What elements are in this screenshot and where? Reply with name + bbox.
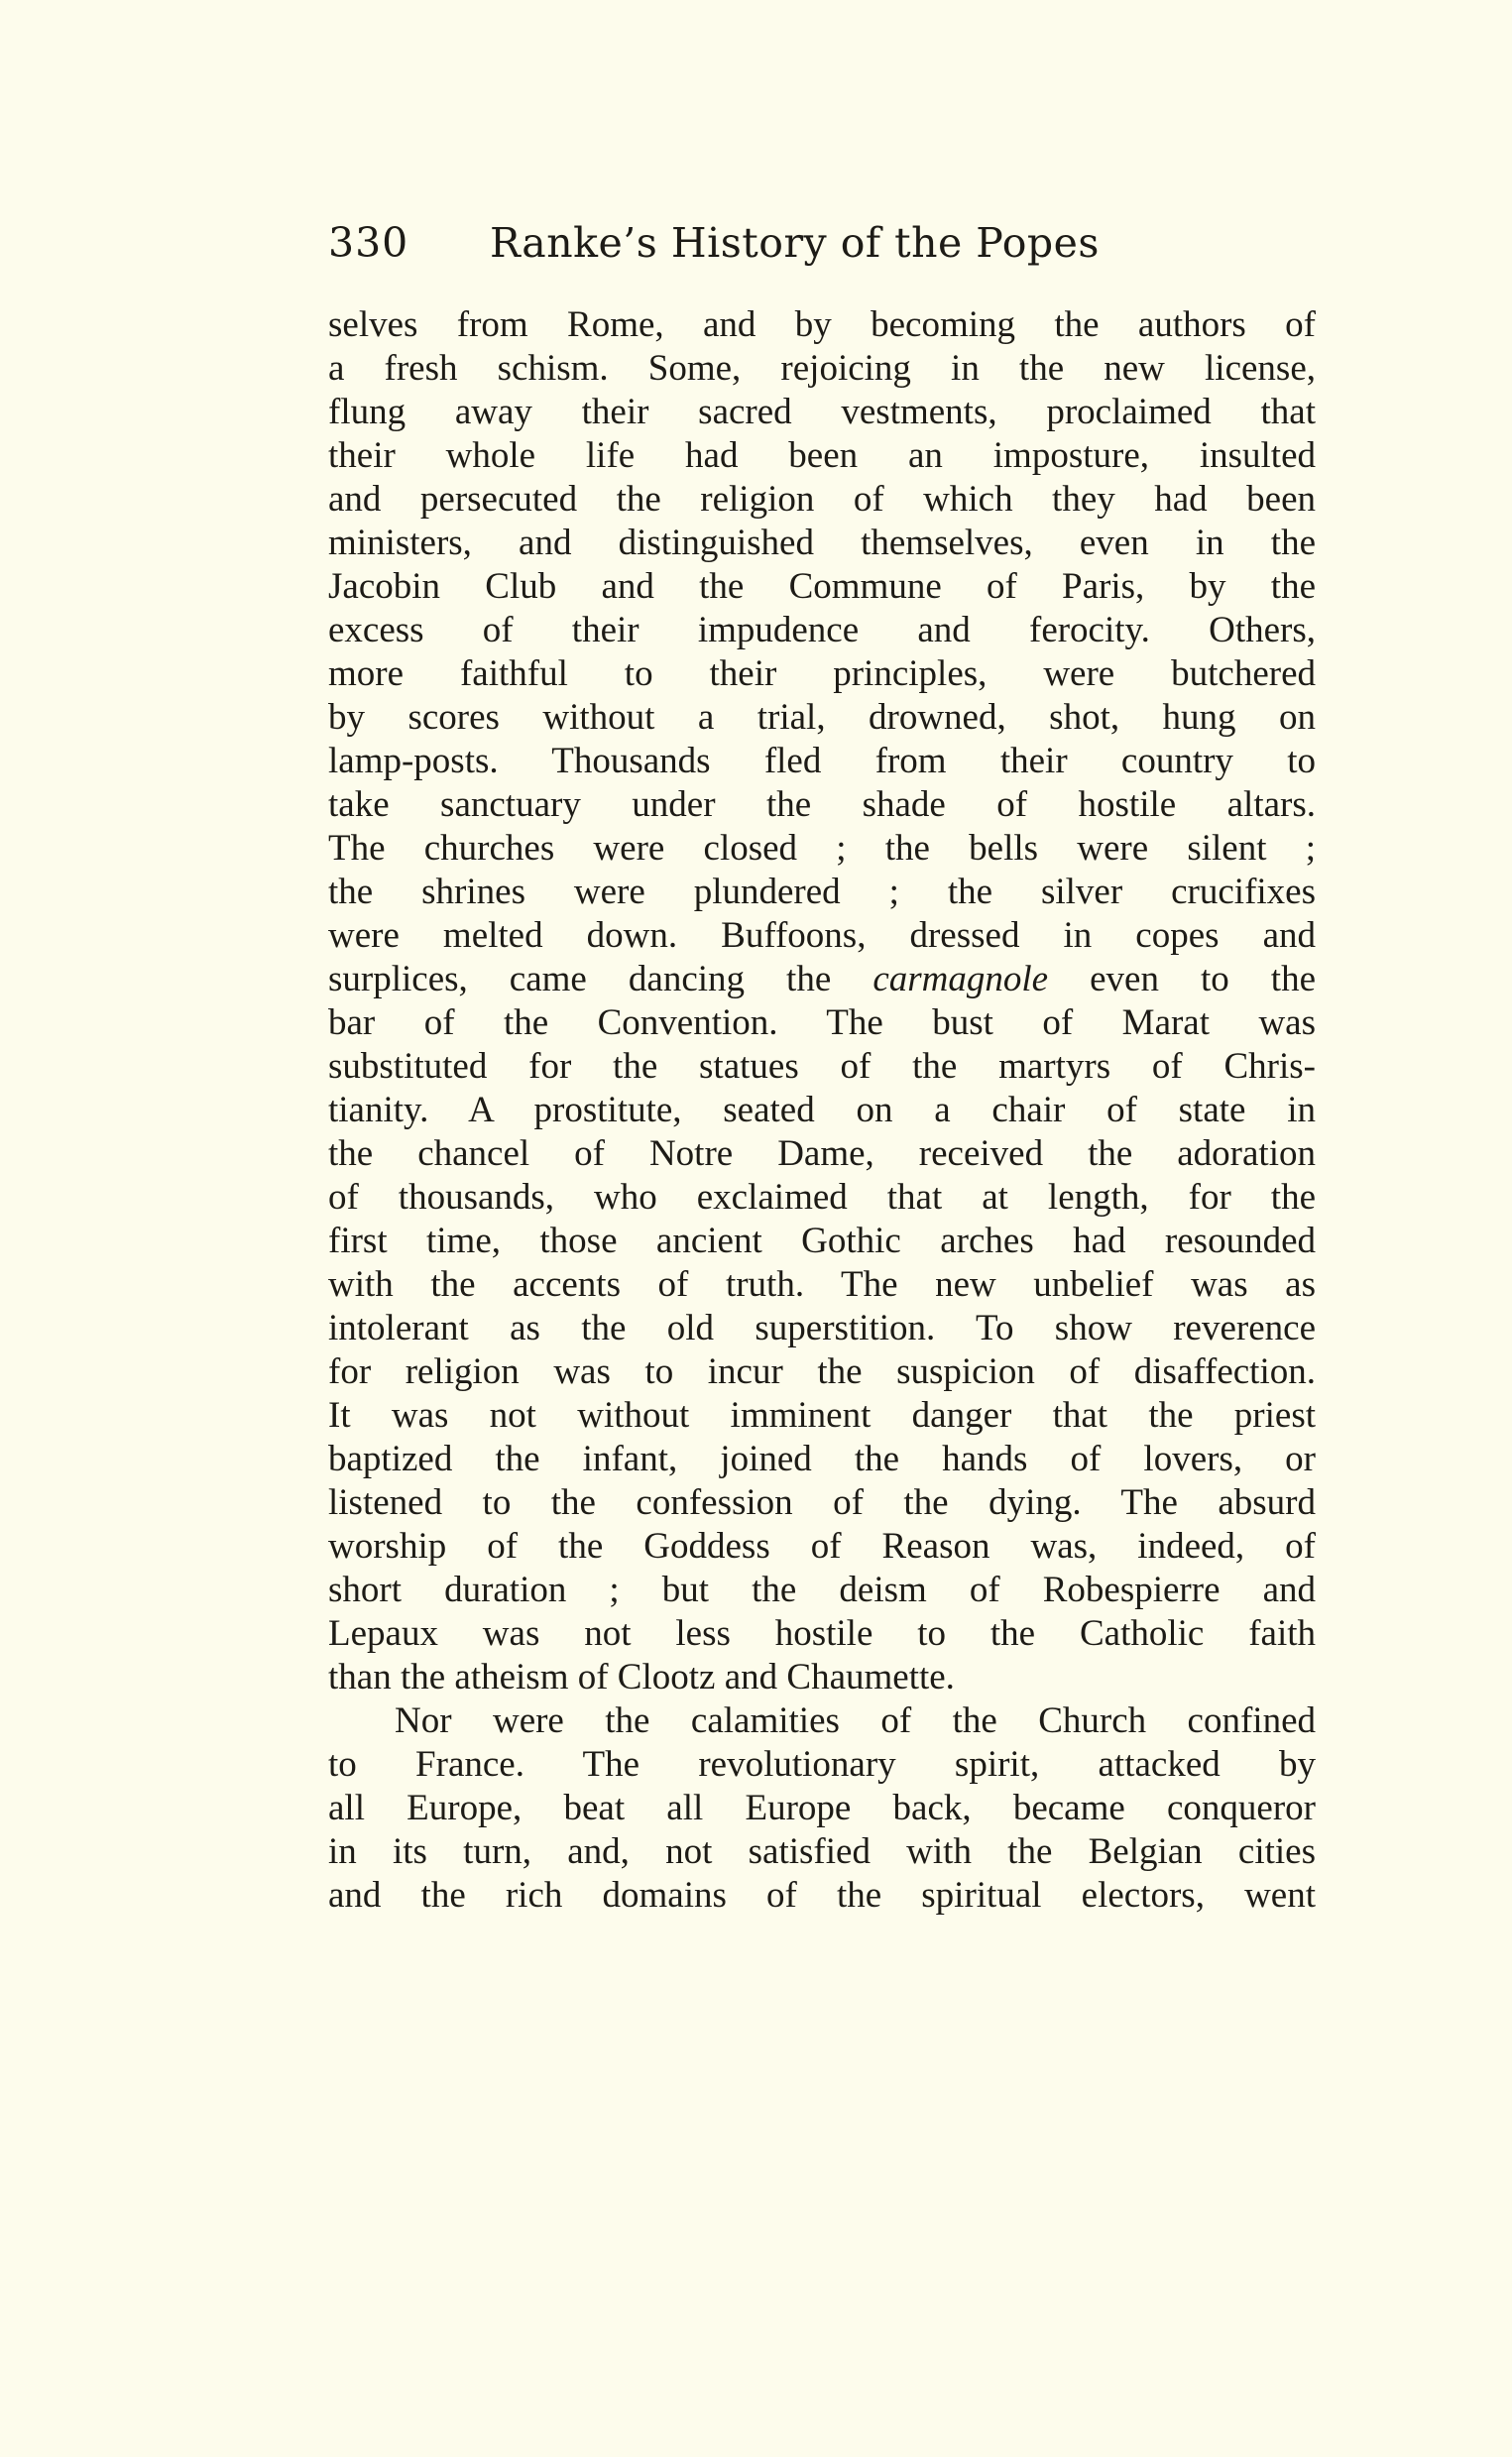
- page-number: 330: [328, 219, 409, 267]
- text-run: surplices, came dancing the: [328, 959, 873, 999]
- text-line: It was not without imminent danger that the priest: [328, 1395, 1316, 1436]
- text-line: tianity. A prostitute, seated on a chair of state in: [328, 1090, 1316, 1130]
- text-line: [328, 958, 1316, 1001]
- text-line: by scores without a trial, drowned, shot, hung on: [328, 697, 1316, 738]
- text-line: with the accents of truth. The new unbelief was as: [328, 1264, 1316, 1305]
- body-text: [328, 303, 1316, 1918]
- text-line: The churches were closed ; the bells were silent ;: [328, 828, 1316, 869]
- text-line: bar of the Convention. The bust of Marat was: [328, 1002, 1316, 1043]
- text-line: lamp-posts. Thousands fled from their country to: [328, 741, 1316, 781]
- text-line: for religion was to incur the suspicion of disaffection.: [328, 1351, 1316, 1392]
- text-line: excess of their impudence and ferocity. Others,: [328, 610, 1316, 650]
- text-line: of thousands, who exclaimed that at length, for the: [328, 1177, 1316, 1218]
- text-line: worship of the Goddess of Reason was, indeed, of: [328, 1526, 1316, 1567]
- text-line: baptized the infant, joined the hands of lovers, or: [328, 1439, 1316, 1479]
- paragraph-end-line: than the atheism of Clootz and Chaumette.: [328, 1657, 955, 1697]
- text-line: the chancel of Notre Dame, received the adoration: [328, 1133, 1316, 1174]
- text-line: first time, those ancient Gothic arches had resounded: [328, 1221, 1316, 1261]
- text-run: even to the: [1048, 959, 1317, 999]
- text-line: short duration ; but the deism of Robespierre and: [328, 1570, 1316, 1610]
- text-line: ministers, and distinguished themselves, even in the: [328, 523, 1316, 563]
- text-line: flung away their sacred vestments, proclaimed that: [328, 392, 1316, 432]
- paragraph-start-line: Nor were the calamities of the Church confined: [395, 1700, 1316, 1741]
- text-line: substituted for the statues of the martyrs of Chris-: [328, 1046, 1316, 1087]
- text-line: and persecuted the religion of which they had been: [328, 479, 1316, 520]
- running-head: [328, 208, 1250, 278]
- text-line: Lepaux was not less hostile to the Catholic faith: [328, 1613, 1316, 1654]
- text-line: more faithful to their principles, were butchered: [328, 653, 1316, 694]
- text-line: in its turn, and, not satisfied with the Belgian cities: [328, 1831, 1316, 1872]
- running-title: Ranke’s History of the Popes: [490, 219, 1100, 267]
- text-line: the shrines were plundered ; the silver crucifixes: [328, 872, 1316, 912]
- italic-term: carmagnole: [872, 959, 1049, 999]
- text-line: selves from Rome, and by becoming the authors of: [328, 304, 1316, 345]
- text-line: Jacobin Club and the Commune of Paris, by the: [328, 566, 1316, 607]
- text-line: and the rich domains of the spiritual electors, went: [328, 1875, 1316, 1916]
- text-line: take sanctuary under the shade of hostile altars.: [328, 784, 1316, 825]
- text-line: listened to the confession of the dying. The absurd: [328, 1482, 1316, 1523]
- text-line: a fresh schism. Some, rejoicing in the new license,: [328, 348, 1316, 389]
- text-line: intolerant as the old superstition. To show reverence: [328, 1308, 1316, 1348]
- text-line: to France. The revolutionary spirit, attacked by: [328, 1744, 1316, 1785]
- text-line: were melted down. Buffoons, dressed in copes and: [328, 915, 1316, 956]
- text-line: all Europe, beat all Europe back, became conqueror: [328, 1788, 1316, 1828]
- text-line: their whole life had been an imposture, insulted: [328, 435, 1316, 476]
